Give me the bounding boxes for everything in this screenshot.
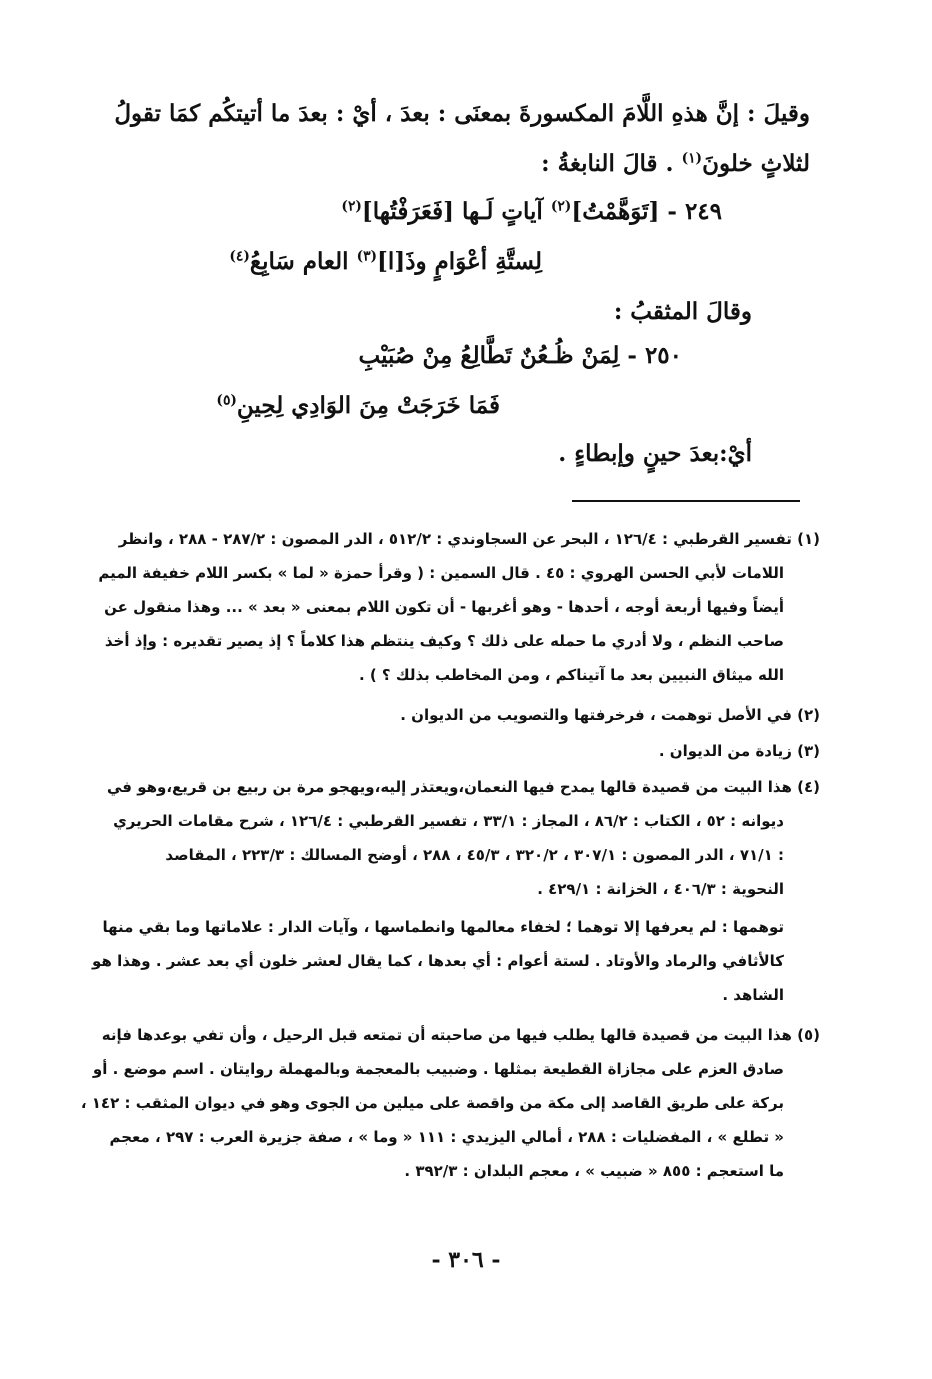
verse-250-second-hemistich bbox=[216, 392, 500, 419]
verse-249-part-d: العام سَابِعُ bbox=[249, 248, 357, 275]
footnote-1-line-5: الله ميثاق النبيين بعد ما آتيناكم ، ومن المخاطب بذلك ؟ ) . bbox=[358, 666, 784, 684]
footnote-4-line-5: توهمها : لم يعرفها إلا توهما ؛ لخفاء معالمها وانطماسها ، وآيات الدار : علاماتها وما بقي منها bbox=[102, 918, 784, 936]
footnote-4-line-2: ديوانه : ٥٢ ، الكتاب : ٨٦/٢ ، المجاز : ٣٣/١ ، تفسير القرطبي : ١٢٦/٤ ، شرح مقامات الحريري bbox=[113, 812, 784, 830]
footnote-ref-2a: (٢) bbox=[550, 198, 572, 215]
page-number: - ٣٠٦ - bbox=[431, 1247, 501, 1273]
main-text-muthaqqib: وقالَ المثقبُ : bbox=[613, 298, 752, 325]
main-text-line-2-start: لثلاثٍ خلونَ bbox=[702, 150, 810, 177]
footnote-5-line-2: صادق العزم على مجازاة القطيعة بمثلها . وضبيب بالمعجمة وبالمهملة روايتان . اسم موضع . أو bbox=[92, 1060, 784, 1078]
footnote-ref-3: (٣) bbox=[356, 248, 378, 265]
footnote-3: (٣) زيادة من الديوان . bbox=[658, 742, 820, 760]
footnote-5-line-4: « تطلع » ، المفضليات : ٢٨٨ ، أمالي اليزيدي : ١١١ « وما » ، صفة جزيرة العرب : ٢٩٧ ، معجم bbox=[109, 1128, 784, 1146]
main-text-line-2-end: . قالَ النابغةُ : bbox=[541, 150, 682, 177]
footnote-5-line-5: ما استعجم : ٨٥٥ « ضبيب » ، معجم البلدان : ٣٩٢/٣ . bbox=[404, 1162, 784, 1180]
verse-250-first-hemistich: ٢٥٠ - لِمَنْ ظُـعُنٌ تَطَّالِعُ مِنْ صُبَيْبِ bbox=[358, 342, 682, 369]
footnote-5-line-1: (٥) هذا البيت من قصيدة قالها يطلب فيها من صاحبته أن تمتعه قبل الرحيل ، وأن تفي بوعدها فإنه bbox=[101, 1026, 820, 1044]
verse-249-part-c: لِستَّةِ أعْوَامٍ وذَ[ا] bbox=[377, 248, 542, 275]
footnote-separator bbox=[572, 500, 800, 502]
verse-250-part-b: فَمَا خَرَجَتْ مِنَ الوَادِي لِحِينِ bbox=[236, 392, 500, 419]
footnote-ref-4: (٤) bbox=[229, 248, 250, 265]
footnote-1-line-2: اللامات لأبي الحسن الهروي : ٤٥ . قال السمين : ( وقرأ حمزة « لما » بكسر اللام خفيفة الميم bbox=[98, 564, 784, 582]
footnote-4-line-1: (٤) هذا البيت من قصيدة قالها يمدح فيها النعمان،ويعتذر إليه،ويهجو مرة بن ربيع بن قريع،وهو في bbox=[107, 778, 820, 796]
footnote-2: (٢) في الأصل توهمت ، فرخرفتها والتصويب من الديوان . bbox=[400, 706, 820, 724]
verse-249-part-b: آياتٍ لَـها [فَعَرَفْتُها] bbox=[361, 198, 551, 225]
main-text-line-2 bbox=[541, 150, 810, 177]
footnote-1-line-1: (١) تفسير القرطبي : ١٢٦/٤ ، البحر عن السجاوندي : ٥١٢/٢ ، الدر المصون : ٢٨٧/٢ - ٢٨٨ ، وانظر bbox=[118, 530, 820, 548]
footnote-4-line-4: النحوية : ٤٠٦/٣ ، الخزانة : ٤٢٩/١ . bbox=[537, 880, 784, 898]
verse-249-first-hemistich bbox=[341, 198, 722, 225]
footnote-5-line-3: بركة على طريق القاصد إلى مكة من واقصة على ميلين من الجوى وهو في ديوان المثقب : ١٤٢ ، bbox=[80, 1094, 784, 1112]
footnote-ref-2b: (٢) bbox=[341, 198, 362, 215]
footnote-4-line-3: : ٧١/١ ، الدر المصون : ٣٠٧/١ ، ٣٢٠/٢ ، ٤٥/٣ ، ٢٨٨ ، أوضح المسالك : ٢٢٣/٣ ، المقاصد bbox=[165, 846, 784, 864]
footnote-4-line-7: الشاهد . bbox=[722, 986, 784, 1004]
verse-249-part-a: ٢٤٩ - [تَوَهَّمْتُ] bbox=[571, 198, 722, 225]
footnote-1-line-3: أيضاً وفيها أربعة أوجه ، أحدها - وهو أغربها - أن تكون اللام بمعنى « بعد » ... وهذا منقول عن bbox=[104, 598, 784, 616]
main-text-last-line: أيْ:بعدَ حينٍ وإبطاءٍ . bbox=[558, 440, 752, 467]
footnote-4-line-6: كالأثافي والرماد والأوتاد . لستة أعوام : أي بعدها ، كما يقال لعشر خلون أي بعد عشر . وهذا هو bbox=[92, 952, 784, 970]
footnote-1-line-4: صاحب النظم ، ولا أدري ما حمله على ذلك ؟ وكيف ينتظم هذا كلاماً ؟ إذ يصير تقديره : وإذ أخذ bbox=[104, 632, 784, 650]
footnote-ref-1: (١) bbox=[681, 150, 703, 167]
verse-249-second-hemistich bbox=[229, 248, 542, 275]
main-text-line-1: وقيلَ : إنَّ هذهِ اللَّامَ المكسورةَ بمعنَى : بعدَ ، أيْ : بعدَ ما أتيتكُم كمَا تقولُ bbox=[114, 100, 810, 127]
footnote-ref-5: (٥) bbox=[216, 392, 237, 409]
